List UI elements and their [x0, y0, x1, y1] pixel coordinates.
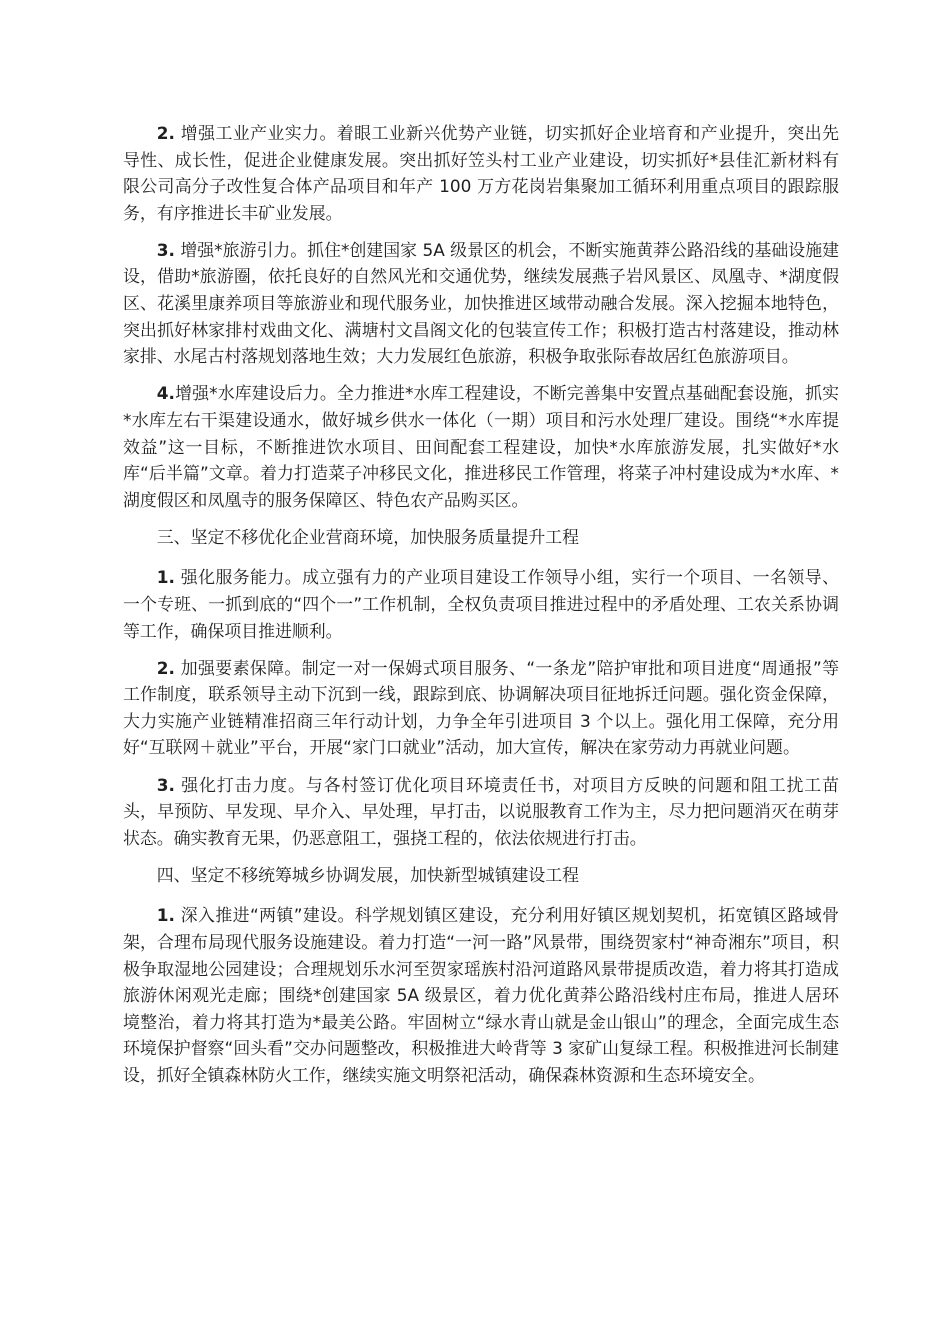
paragraph-text: 增强*旅游引力。抓住*创建国家 5A 级景区的机会，不断实施黄莽公路沿线的基础设施建设，借助*旅游圈，依托良好的自然风光和交通优势，继续发展燕子岩风景区、凤凰寺、*湖度假区、花溪里康养项目等旅游业和现代服务业，加快推进区域带动融合发展。深入挖掘本地特色，突出抓好林家排村戏曲文化、满塘村文昌阁文化的包装宣传工作；积极打造古村落建设，推动林家排、水尾古村落规划落地生效；大力发展红色旅游，积极争取张际春故居红色旅游项目。: [123, 239, 839, 367]
paragraph-crackdown: [123, 772, 839, 852]
document-page: [123, 120, 839, 1099]
section-heading-four: [123, 862, 839, 889]
paragraph-text: 深入推进“两镇”建设。科学规划镇区建设，充分利用好镇区规划契机，拓宽镇区路域骨架，合理布局现代服务设施建设。着力打造“一河一路”风景带，围绕贺家村“神奇湘东”项目，积极争取湿地公园建设；合理规划乐水河至贺家瑶族村沿河道路风景带提质改造，着力将其打造成旅游休闲观光走廊；围绕*创建国家 5A 级景区，着力优化黄莽公路沿线村庄布局，推进人居环境整治，着力将其打造为*最美公路。牢固树立“绿水青山就是金山银山”的理念，全面完成生态环境保护督察“回头看”交办问题整改，积极推进大岭背等 3 家矿山复绿工程。积极推进河长制建设，抓好全镇森林防火工作，继续实施文明祭祀活动，确保森林资源和生态环境安全。: [123, 905, 839, 1085]
paragraph-factor-guarantee: [123, 655, 839, 761]
item-number: 4.: [156, 383, 175, 404]
paragraph-reservoir-construction: [123, 380, 839, 513]
item-number: 1.: [156, 567, 175, 588]
paragraph-text: 增强*水库建设后力。全力推进*水库工程建设，不断完善集中安置点基础配套设施，抓实*水库左右干渠建设通水，做好城乡供水一体化（一期）项目和污水处理厂建设。围绕“*水库提效益”这一目标，不断推进饮水项目、田间配套工程建设，加快*水库旅游发展，扎实做好*水库“后半篇”文章。着力打造菜子冲移民文化，推进移民工作管理，将菜子冲村建设成为*水库、*湖度假区和凤凰寺的服务保障区、特色农产品购买区。: [123, 383, 839, 510]
paragraph-two-towns: [123, 902, 839, 1088]
item-number: 2.: [156, 657, 175, 678]
section-heading-three: [123, 524, 839, 551]
item-number: 2.: [156, 123, 175, 143]
item-number: 3.: [156, 239, 175, 260]
section-heading-text: 三、坚定不移优化企业营商环境，加快服务质量提升工程: [156, 526, 580, 547]
paragraph-tourism-attraction: [123, 237, 839, 370]
section-heading-text: 四、坚定不移统筹城乡协调发展，加快新型城镇建设工程: [156, 864, 580, 885]
paragraph-text: 强化打击力度。与各村签订优化项目环境责任书，对项目方反映的问题和阻工扰工苗头，早预防、早发现、早介入、早处理，早打击，以说服教育工作为主，尽力把问题消灭在萌芽状态。确实教育无果，仍恶意阻工，强挠工程的，依法依规进行打击。: [123, 774, 839, 848]
paragraph-text: 加强要素保障。制定一对一保姆式项目服务、“一条龙”陪护审批和项目进度“周通报”等工作制度，联系领导主动下沉到一线，跟踪到底、协调解决项目征地拆迁问题。强化资金保障，大力实施产业链精准招商三年行动计划，力争全年引进项目 3 个以上。强化用工保障，充分用好“互联网＋就业”平台，开展“家门口就业”活动，加大宣传，解决在家劳动力再就业问题。: [123, 657, 839, 758]
paragraph-industry-strength: [123, 120, 839, 226]
paragraph-text: 强化服务能力。成立强有力的产业项目建设工作领导小组，实行一个项目、一名领导、一个专班、一抓到底的“四个一”工作机制，全权负责项目推进过程中的矛盾处理、工农关系协调等工作，确保项目推进顺利。: [123, 567, 839, 641]
paragraph-text: 增强工业产业实力。着眼工业新兴优势产业链，切实抓好企业培育和产业提升，突出先导性、成长性，促进企业健康发展。突出抓好笠头村工业产业建设，切实抓好*县佳汇新材料有限公司高分子改性复合体产品项目和年产 100 万方花岗岩集聚加工循环利用重点项目的跟踪服务，有序推进长丰矿业发展。: [123, 123, 839, 223]
paragraph-service-capacity: [123, 564, 839, 644]
item-number: 1.: [156, 905, 175, 926]
item-number: 3.: [156, 774, 175, 795]
